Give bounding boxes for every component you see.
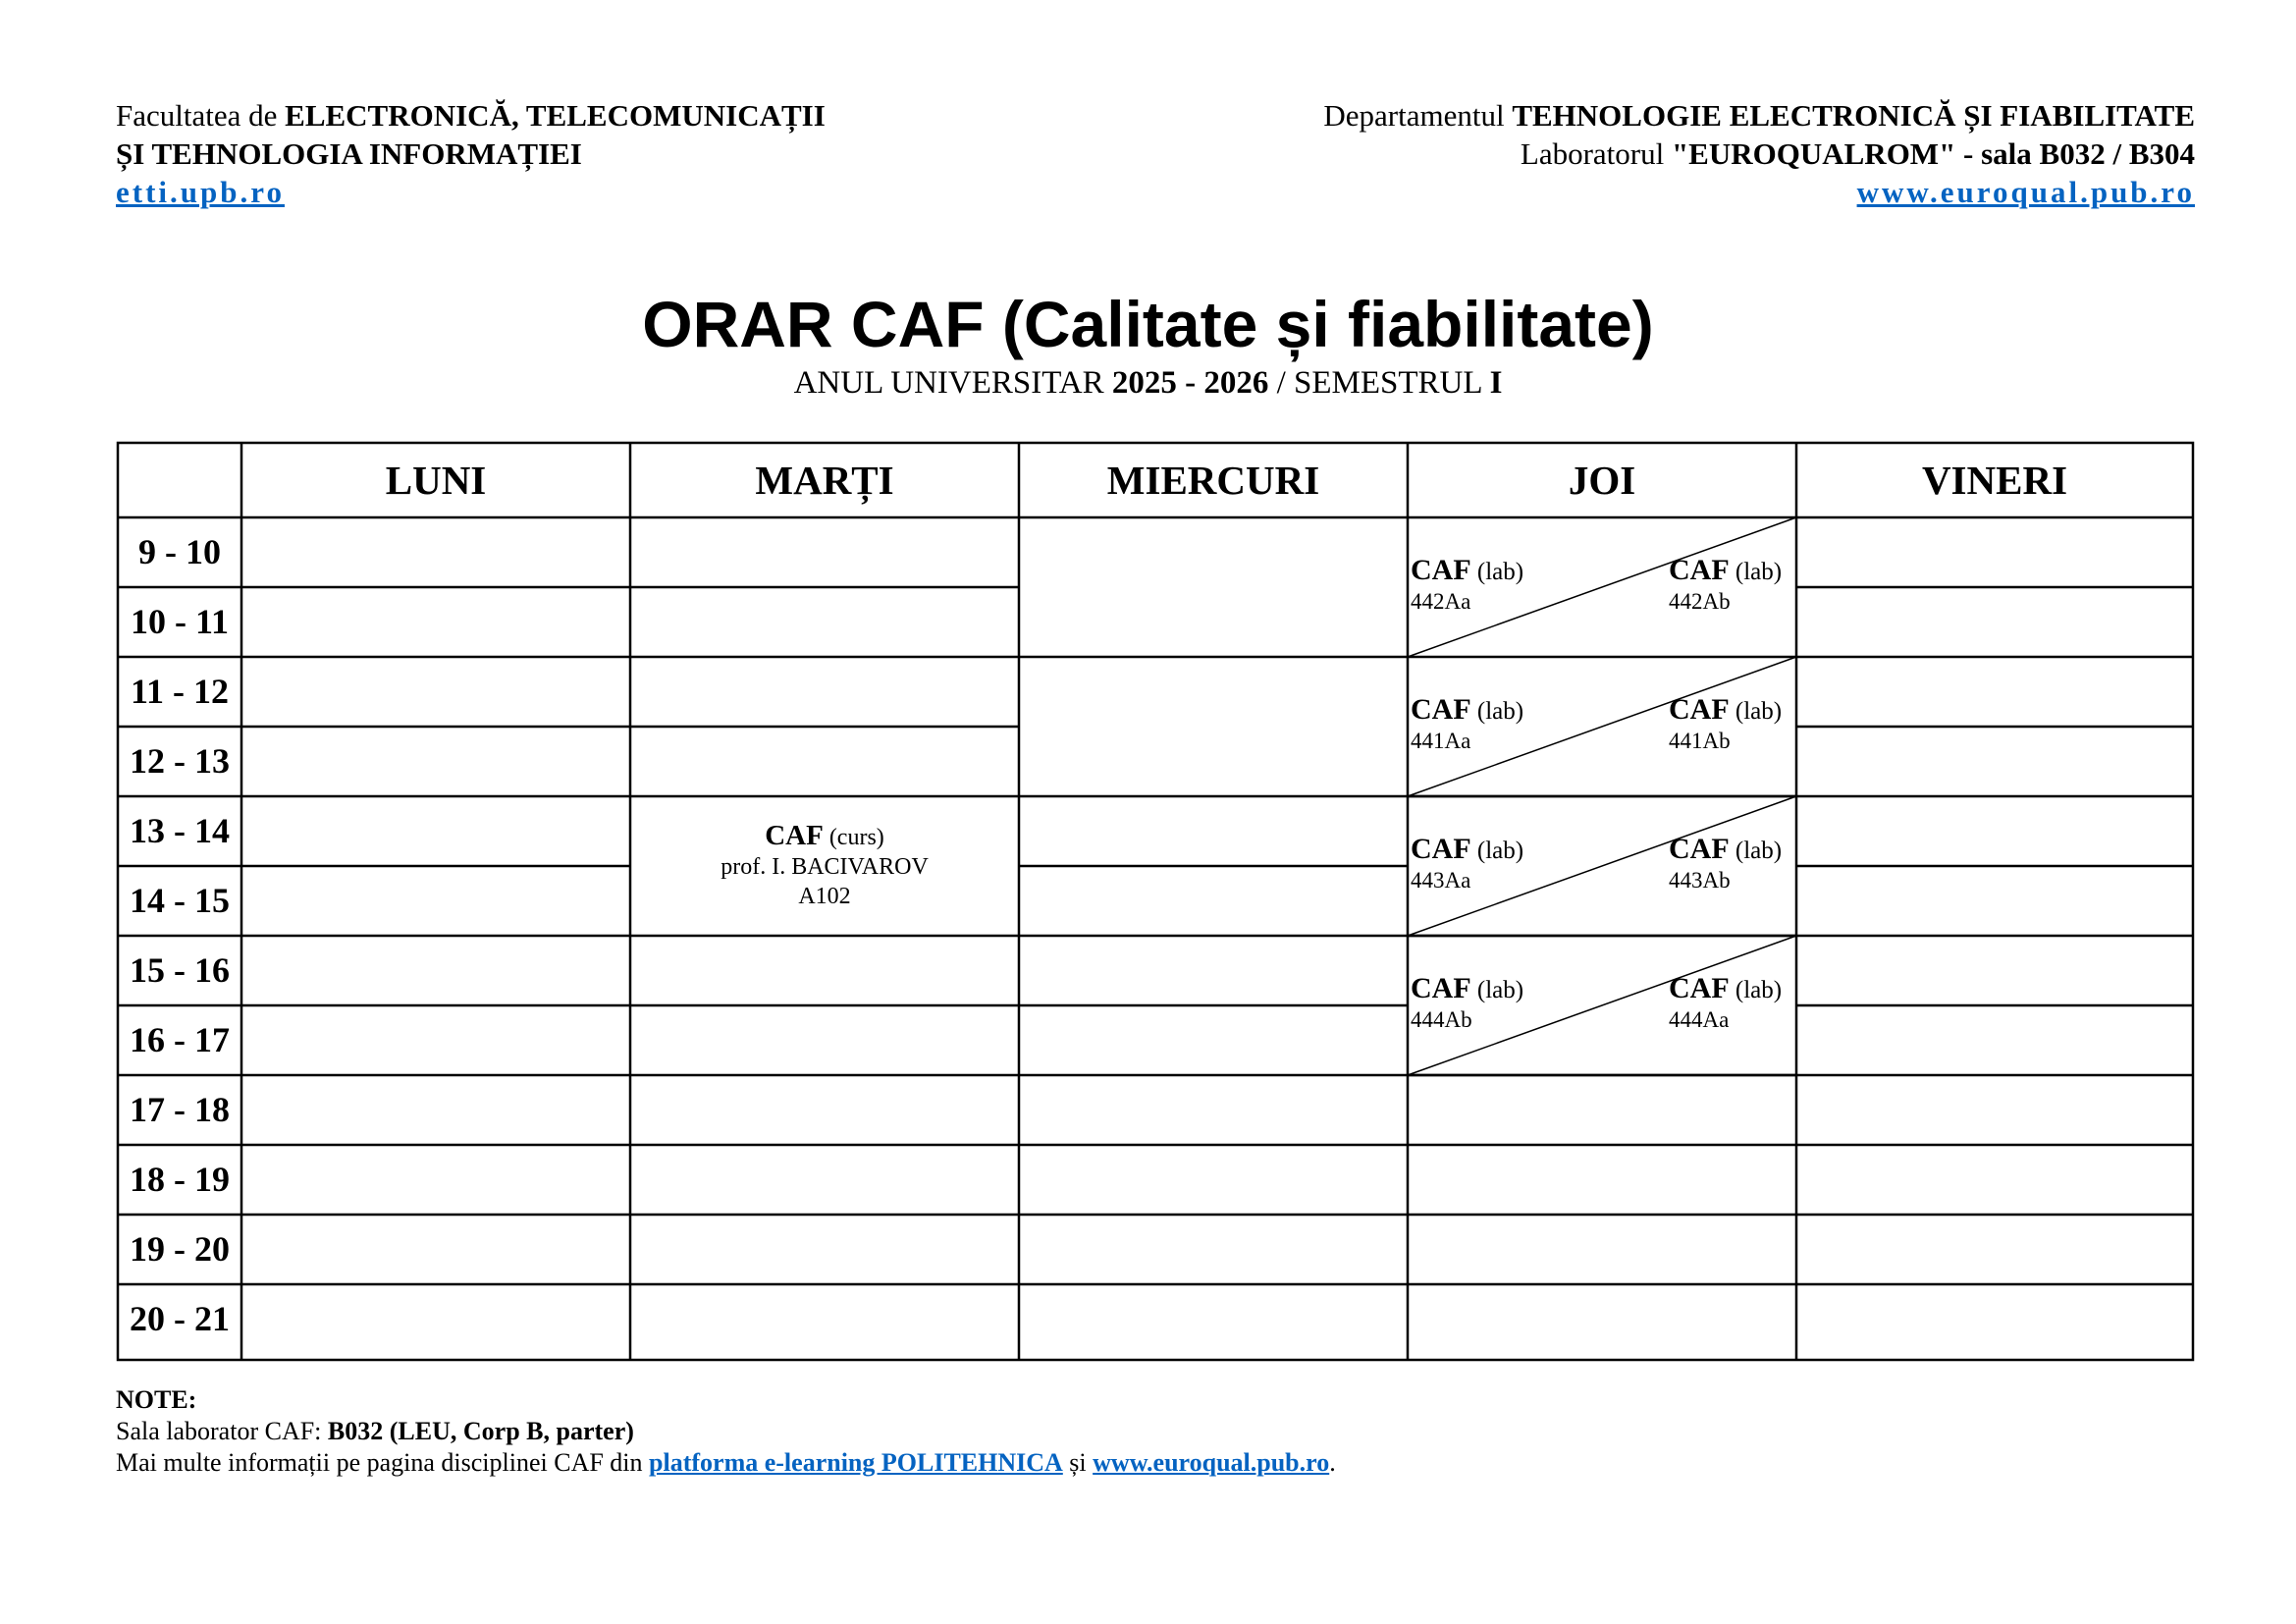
faculty-name-cont: ȘI TEHNOLOGIA INFORMAȚIEI [116, 136, 582, 171]
time-slot-label: 12 - 13 [130, 741, 230, 781]
lab-entry-right [1669, 974, 1782, 1035]
notes-info-prefix: Mai multe informații pe pagina disciplinei CAF din [116, 1448, 650, 1477]
time-slot-label: 16 - 17 [130, 1020, 230, 1059]
lab-prefix: Laboratorul [1520, 136, 1672, 171]
lab-group: 443Ab [1669, 868, 1731, 893]
lab-type: (lab) [1735, 838, 1783, 864]
lab-group: 444Ab [1411, 1007, 1472, 1032]
lab-group: 443Aa [1411, 868, 1471, 893]
lecture-type: (curs) [828, 825, 884, 850]
time-slot-label: 15 - 16 [130, 950, 230, 990]
lab-name: "EUROQUALROM" - sala B032 / B304 [1671, 136, 2195, 171]
faculty-link[interactable]: etti.upb.ro [116, 175, 285, 209]
lab-type: (lab) [1476, 977, 1524, 1003]
lab-course: CAF [1411, 833, 1471, 865]
page-title: ORAR CAF (Calitate și fiabilitate) [642, 288, 1654, 360]
dept-link[interactable]: www.euroqual.pub.ro [1856, 175, 2195, 209]
notes-section [116, 1384, 1336, 1479]
day-header-marti: MARȚI [755, 458, 894, 503]
time-slot-label: 19 - 20 [130, 1229, 230, 1269]
notes-conjunction: și [1062, 1448, 1094, 1477]
lab-entry-left [1411, 556, 1523, 617]
time-slot-label: 20 - 21 [130, 1299, 230, 1338]
lab-group: 441Ab [1669, 729, 1731, 753]
notes-line-2 [116, 1447, 1336, 1479]
time-slot-label: 10 - 11 [130, 602, 229, 641]
time-slot-label: 11 - 12 [130, 672, 229, 711]
lab-group: 442Ab [1669, 589, 1731, 614]
lab-course: CAF [1669, 693, 1730, 726]
lecture-room: A102 [798, 884, 851, 909]
notes-line-1 [116, 1416, 1336, 1447]
lab-group: 444Aa [1669, 1007, 1730, 1032]
faculty-prefix: Facultatea de [116, 98, 286, 133]
day-header-joi: JOI [1568, 458, 1636, 503]
subtitle-middle: / SEMESTRUL [1268, 365, 1490, 401]
dept-name: TEHNOLOGIE ELECTRONICĂ ȘI FIABILITATE [1512, 98, 2195, 133]
lab-type: (lab) [1476, 698, 1524, 725]
elearning-link[interactable]: platforma e-learning POLITEHNICA [649, 1448, 1063, 1477]
lab-course: CAF [1411, 972, 1471, 1004]
lab-type: (lab) [1735, 698, 1783, 725]
time-slot-label: 17 - 18 [130, 1090, 230, 1129]
lab-entry-right [1669, 835, 1782, 895]
day-header-vineri: VINERI [1921, 458, 2068, 503]
time-slot-label: 14 - 15 [130, 881, 230, 920]
lab-entry-right [1669, 556, 1782, 617]
lecture-course: CAF [765, 820, 824, 851]
notes-room-prefix: Sala laborator CAF: [116, 1417, 328, 1445]
lecture-teacher: prof. I. BACIVAROV [721, 854, 929, 880]
lab-entry-left [1411, 974, 1523, 1035]
lecture-entry [630, 821, 1019, 911]
notes-heading: NOTE: [116, 1385, 197, 1414]
day-header-luni: LUNI [385, 458, 487, 503]
lab-type: (lab) [1735, 559, 1783, 585]
lab-course: CAF [1669, 833, 1730, 865]
time-slot-label: 9 - 10 [138, 532, 221, 571]
day-header-miercuri: MIERCURI [1106, 458, 1320, 503]
subtitle-prefix: ANUL UNIVERSITAR [793, 365, 1112, 401]
lab-course: CAF [1411, 554, 1471, 586]
lab-course: CAF [1669, 554, 1730, 586]
dept-prefix: Departamentul [1323, 98, 1513, 133]
lab-course: CAF [1411, 693, 1471, 726]
lab-entry-left [1411, 835, 1523, 895]
notes-room: B032 (LEU, Corp B, parter) [327, 1417, 634, 1445]
euroqual-link[interactable]: www.euroqual.pub.ro [1093, 1448, 1330, 1477]
lab-group: 442Aa [1411, 589, 1471, 614]
lab-type: (lab) [1476, 559, 1524, 585]
lab-entry-left [1411, 695, 1523, 756]
academic-years: 2025 - 2026 [1111, 365, 1269, 401]
semester: I [1489, 365, 1503, 401]
lab-entry-right [1669, 695, 1782, 756]
lab-type: (lab) [1735, 977, 1783, 1003]
notes-period: . [1329, 1448, 1336, 1477]
time-slot-label: 13 - 14 [130, 811, 230, 850]
lab-group: 441Aa [1411, 729, 1471, 753]
time-slot-label: 18 - 19 [130, 1160, 230, 1199]
table-border [118, 443, 2193, 1360]
faculty-name: ELECTRONICĂ, TELECOMUNICAȚII [285, 98, 826, 133]
lab-course: CAF [1669, 972, 1730, 1004]
lab-type: (lab) [1476, 838, 1524, 864]
